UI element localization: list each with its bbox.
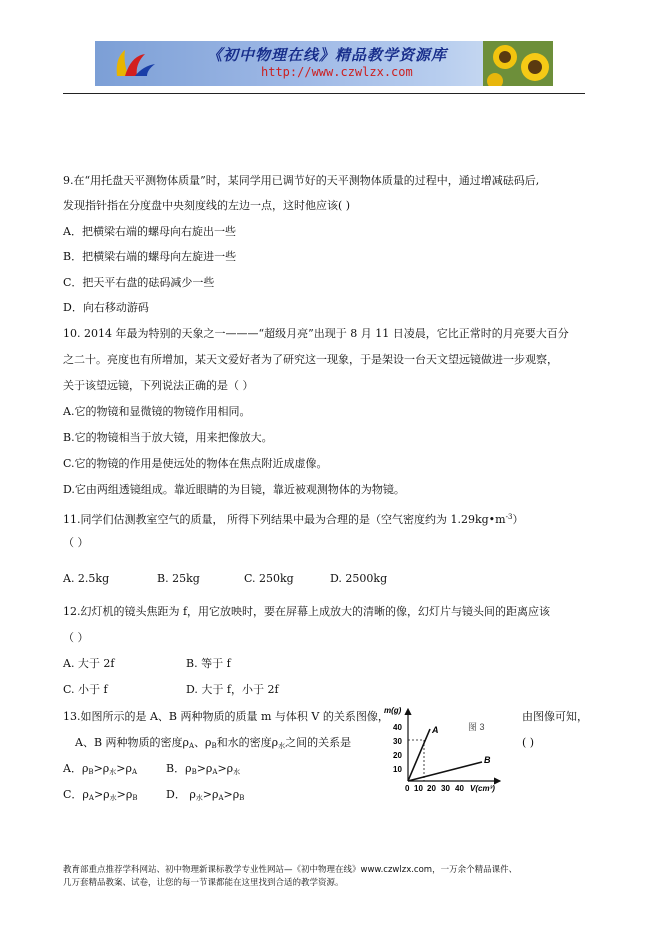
header-banner [95,41,553,86]
q10-option-b: B.它的物镜相当于放大镜，用来把像放大。 [63,431,273,444]
q12-option-c: C. 小于 f [63,683,108,696]
q11-stem-sup: -3 [505,513,513,521]
q11-stem-text: 11.同学们估测教室空气的质量， 所得下列结果中最为合理的是（空气密度约为 1.29kg•m [63,513,506,526]
graph-ytick-40: 40 [393,723,402,732]
q13-stem2-end: 和水的密度ρ [216,736,279,749]
q13-a-sub2: 水 [109,768,117,776]
header-rule [63,93,585,94]
q12-option-a: A. 大于 2f [63,657,115,670]
q13-b-sub3: 水 [233,768,241,776]
q13-c-sub1: A [88,794,94,802]
q13-stem-line2 [75,736,351,753]
graph-line-b [408,762,482,781]
q11-option-b: B. 25kg [157,572,200,585]
graph-ytick-20: 20 [393,751,402,760]
q13-a-sub1: B [88,768,94,776]
q13-b-gt2: >ρ [217,762,234,775]
q13-stem2-text: A、B 两种物质的密度ρ [75,736,189,749]
q11-option-d: D. 2500kg [330,572,388,585]
q9-option-c: C．把天平右盘的砝码减少一些 [63,276,215,289]
graph-ylabel: m(g) [384,706,402,715]
logo-icon [111,46,159,82]
graph-ytick-10: 10 [393,765,402,774]
q13-a-sub3: A [131,768,138,776]
graph-line-a-label: A [432,725,439,735]
q13-stem-line1-end: 由图像可知， [522,710,588,723]
footer [63,864,517,890]
q11-stem [63,510,523,527]
q13-stem2-sep: 、ρ [194,736,212,749]
q12-paren: （ ） [63,631,89,644]
q10-stem-line3: 关于该望远镜，下列说法正确的是（ ） [63,379,254,392]
q13-b-sub1: B [191,768,197,776]
q11-option-a: A. 2.5kg [63,572,110,585]
graph-xlabel: V(cm³) [470,784,495,793]
footer-line1: 教育部重点推荐学科网站、初中物理新课标教学专业性网站—《初中物理在线》www.czwlzx.com，一万余个精品课件、 [63,865,518,875]
q11-paren: （ ） [63,536,89,549]
q13-option-a [63,762,137,779]
q13-b-gt1: >ρ [196,762,213,775]
q13-option-d [166,788,244,805]
q9-option-a: A．把横梁右端的螺母向右旋出一些 [63,225,236,238]
q13-d-gt2: >ρ [223,788,240,801]
graph-fig-label: 图 3 [468,722,485,732]
q11-option-c: C. 250kg [244,572,294,585]
q13-b-sub2: A [212,768,218,776]
q13-stem2-sub-water: 水 [278,742,286,750]
q9-stem-line1: 9.在“用托盘天平测物体质量”时，某同学用已调节好的天平测物体质量的过程中，通过增减砝码后, [63,174,540,187]
banner-title: 《初中物理在线》精品教学资源库 [207,46,448,64]
q13-c-gt2: >ρ [116,788,133,801]
graph-xtick-20: 20 [427,784,436,793]
q10-option-a: A.它的物镜和显微镜的物镜作用相同。 [63,405,251,418]
q13-d-sub3: B [239,794,245,802]
graph-line-a [408,729,430,781]
q13-a-rho: A．ρ [63,762,89,775]
q12-stem: 12.幻灯机的镜头焦距为 f，用它放映时，要在屏幕上成放大的清晰的像，幻灯片与镜头间的距离应该 [63,605,551,618]
q12-option-d: D. 大于 f，小于 2f [186,683,279,696]
q9-stem-line2: 发现指针指在分度盘中央刻度线的左边一点，这时他应该( ) [63,199,351,212]
q13-d-rho: D． ρ [166,788,196,801]
m-v-graph [372,703,507,793]
q13-a-gt2: >ρ [116,762,132,775]
q13-c-sub3: B [132,794,138,802]
q13-option-c [63,788,137,805]
q13-d-sub2: A [218,794,224,802]
q13-option-b [166,762,240,779]
graph-ytick-30: 30 [393,737,402,746]
sunflower-image [483,41,553,86]
q13-a-gt1: >ρ [93,762,110,775]
q13-c-rho: C．ρ [63,788,89,801]
q13-stem2-sub-b: B [211,742,217,750]
q9-option-b: B．把横梁右端的螺母向左旋进一些 [63,250,237,263]
graph-line-b-label: B [484,755,491,765]
graph-xtick-40: 40 [455,784,464,793]
q10-option-c: C.它的物镜的作用是使远处的物体在焦点附近成虚像。 [63,457,328,470]
q13-d-gt1: >ρ [202,788,219,801]
q13-b-rho: B．ρ [166,762,192,775]
q13-c-gt1: >ρ [93,788,110,801]
q10-option-d: D.它由两组透镜组成。靠近眼睛的为目镜，靠近被观测物体的为物镜。 [63,483,405,496]
q11-stem-end: ） [512,513,524,526]
q10-stem-line1: 10. 2014 年最为特别的天象之一———“超级月亮”出现于 8 月 11 日凌晨，它比正常时的月亮要大百分 [63,327,569,340]
graph-xtick-0: 0 [405,784,410,793]
q9-option-d: D．向右移动游码 [63,301,149,314]
footer-line2: 几万套精品教案、试卷，让您的每一节课都能在这里找到合适的教学资源。 [63,878,344,888]
graph-xtick-10: 10 [414,784,423,793]
q10-stem-line2: 之二十。亮度也有所增加，某天文爱好者为了研究这一现象，于是架设一台天文望远镜做进一步观察， [63,353,558,366]
banner-url[interactable]: http://www.czwlzx.com [261,65,413,79]
q13-stem2-sub-a: A [189,742,195,750]
q13-c-sub2: 水 [109,794,117,802]
q13-stem-line1: 13.如图所示的是 A、B 两种物质的质量 m 与体积 V 的关系图像， [63,710,389,723]
q13-paren: ( ) [522,736,535,749]
graph-xtick-30: 30 [441,784,450,793]
q13-stem2-tail: 之间的关系是 [285,736,352,749]
q13-d-sub1: 水 [195,794,203,802]
q12-option-b: B. 等于 f [186,657,231,670]
